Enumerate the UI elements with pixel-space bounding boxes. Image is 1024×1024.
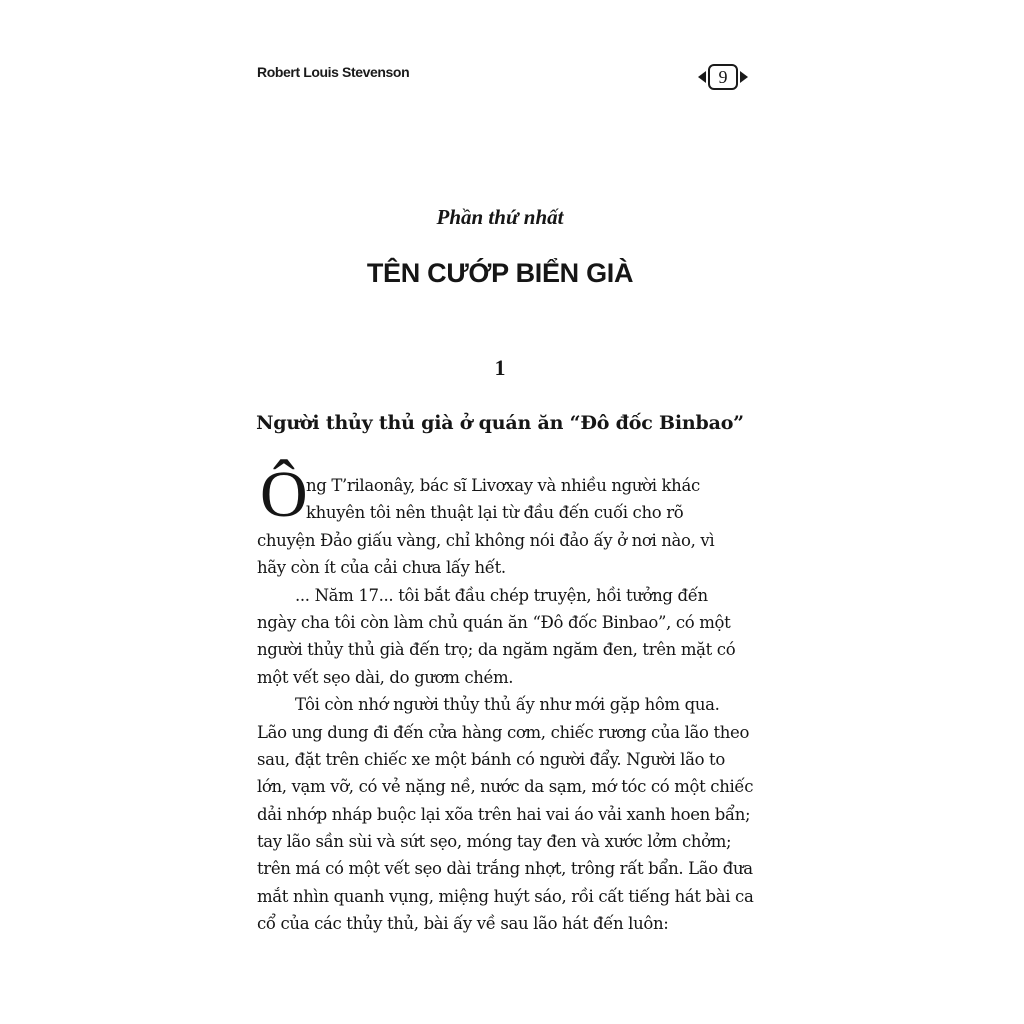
- text-line: ngày cha tôi còn làm chủ quán ăn “Đô đốc Binbao”, có một: [257, 612, 731, 632]
- chapter-number: 1: [494, 355, 506, 380]
- text-line: sau, đặt trên chiếc xe một bánh có người đẩy. Người lão to: [257, 749, 725, 769]
- page-number: 9: [708, 64, 738, 90]
- text-line: tay lão sần sùi và sứt sẹo, móng tay đen và xước lởm chởm;: [257, 832, 732, 852]
- text-line: khuyên tôi nên thuật lại từ đầu đến cuối cho rõ: [306, 503, 684, 523]
- left-arrow-icon: [698, 71, 706, 83]
- text-line: người thủy thủ già đến trọ; da ngăm ngăm đen, trên mặt có: [257, 640, 736, 660]
- text-line: Tôi còn nhớ người thủy thủ ấy như mới gặp hôm qua.: [295, 695, 720, 715]
- text-line: Lão ung dung đi đến cửa hàng cơm, chiếc rương của lão theo: [257, 722, 750, 742]
- text-line: hãy còn ít của cải chưa lấy hết.: [257, 558, 506, 578]
- text-line: ng T’rilaonây, bác sĩ Livơxay và nhiều người khác: [306, 476, 700, 495]
- paragraph: [257, 691, 757, 938]
- page-number-badge: [698, 62, 748, 92]
- text-line: trên má có một vết sẹo dài trắng nhợt, trông rất bẩn. Lão đưa: [257, 859, 753, 879]
- book-title: TÊN CƯỚP BIỂN GIÀ: [366, 258, 634, 288]
- text-line: cổ của các thủy thủ, bài ấy về sau lão hát đến luôn:: [257, 914, 669, 934]
- text-line: mắt nhìn quanh vụng, miệng huýt sáo, rồi cất tiếng hát bài ca: [257, 886, 754, 906]
- text-line: một vết sẹo dài, do gươm chém.: [257, 667, 514, 687]
- text-line: dải nhớp nháp buộc lại xõa trên hai vai áo vải xanh hoen bẩn;: [257, 804, 751, 824]
- part-title: Phần thứ nhất: [436, 205, 564, 229]
- text-line: chuyện Đảo giấu vàng, chỉ không nói đảo ấy ở nơi nào, vì: [257, 530, 715, 550]
- text-line: lớn, vạm vỡ, có vẻ nặng nề, nước da sạm, mớ tóc có một chiếc: [257, 777, 754, 797]
- text-line: ... Năm 17... tôi bắt đầu chép truyện, hồi tưởng đến: [295, 585, 708, 605]
- running-header-author: Robert Louis Stevenson: [257, 64, 410, 80]
- right-arrow-icon: [740, 71, 748, 83]
- body-text: [257, 472, 757, 938]
- chapter-title: Người thủy thủ già ở quán ăn “Đô đốc Binbao”: [256, 412, 744, 434]
- paragraph: [257, 472, 757, 582]
- drop-cap: Ô: [260, 458, 308, 531]
- paragraph: [257, 582, 757, 692]
